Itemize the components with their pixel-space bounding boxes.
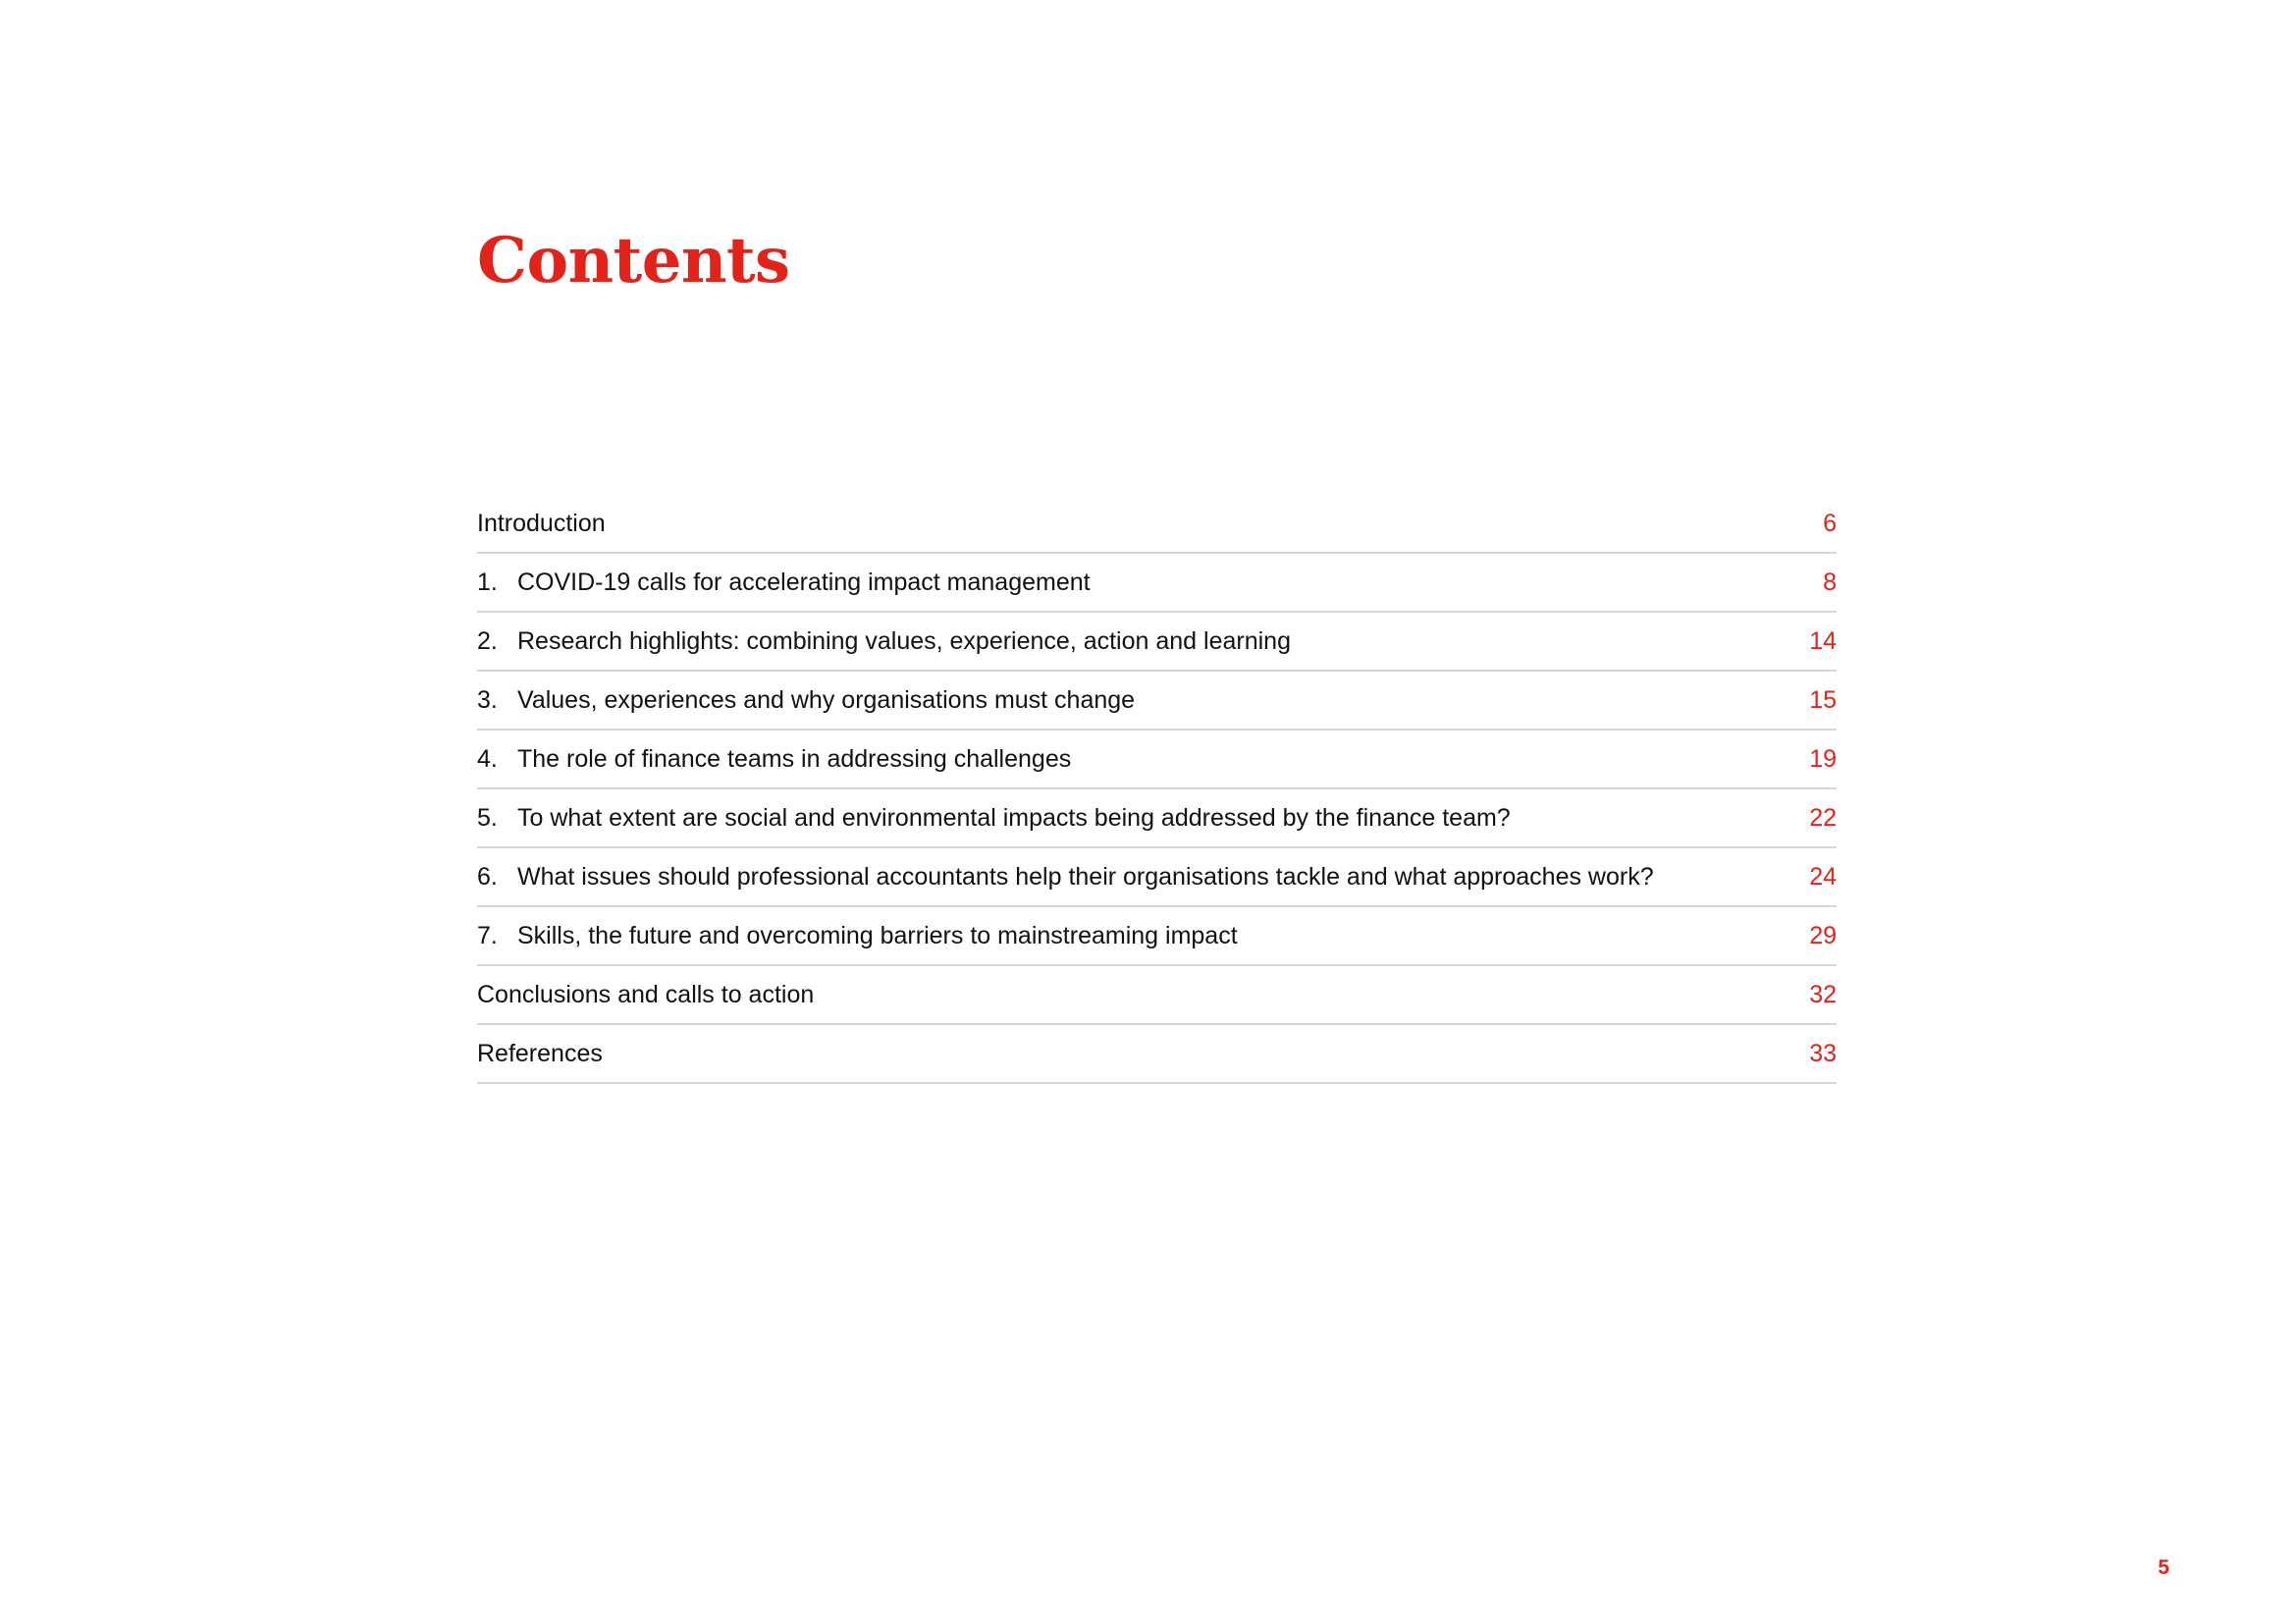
- table-of-contents: [477, 496, 1837, 1085]
- toc-item-label: The role of finance teams in addressing challenges: [517, 745, 1072, 773]
- toc-item-label: COVID-19 calls for accelerating impact management: [517, 568, 1091, 596]
- toc-item-label: Values, experiences and why organisations must change: [517, 686, 1136, 714]
- toc-item-section-4[interactable]: [477, 731, 1837, 789]
- page-title: Contents: [477, 224, 790, 298]
- toc-item-label: Research highlights: combining values, experience, action and learning: [517, 627, 1291, 655]
- toc-item-page: 29: [1809, 922, 1837, 949]
- toc-item-page: 15: [1809, 686, 1837, 714]
- toc-item-section-6[interactable]: [477, 849, 1837, 907]
- toc-item-introduction[interactable]: [477, 496, 1837, 554]
- toc-item-number: 3.: [477, 686, 498, 714]
- toc-item-number: 2.: [477, 627, 498, 655]
- toc-item-number: 6.: [477, 863, 498, 891]
- toc-item-section-1[interactable]: [477, 555, 1837, 613]
- toc-item-page: 22: [1809, 804, 1837, 832]
- toc-item-page: 14: [1809, 627, 1837, 655]
- toc-item-label: Introduction: [477, 510, 606, 537]
- toc-item-section-5[interactable]: [477, 790, 1837, 848]
- toc-item-number: 7.: [477, 922, 498, 949]
- toc-item-section-7[interactable]: [477, 908, 1837, 966]
- toc-item-label: Skills, the future and overcoming barriers to mainstreaming impact: [517, 922, 1238, 949]
- toc-item-label: Conclusions and calls to action: [477, 981, 815, 1008]
- toc-item-page: 6: [1823, 510, 1837, 537]
- toc-item-section-3[interactable]: [477, 673, 1837, 731]
- toc-item-number: 1.: [477, 568, 498, 596]
- toc-item-conclusions[interactable]: [477, 967, 1837, 1025]
- toc-item-page: 24: [1809, 863, 1837, 891]
- toc-item-references[interactable]: [477, 1026, 1837, 1084]
- toc-item-label: What issues should professional accountants help their organisations tackle and what approaches work?: [517, 863, 1654, 891]
- toc-item-label: To what extent are social and environmental impacts being addressed by the finance team?: [517, 804, 1511, 832]
- toc-item-page: 19: [1809, 745, 1837, 773]
- toc-item-number: 4.: [477, 745, 498, 773]
- toc-item-page: 33: [1809, 1040, 1837, 1067]
- toc-item-number: 5.: [477, 804, 498, 832]
- toc-item-page: 32: [1809, 981, 1837, 1008]
- toc-item-section-2[interactable]: [477, 614, 1837, 672]
- toc-item-label: References: [477, 1040, 603, 1067]
- page-number: 5: [2158, 1556, 2169, 1579]
- toc-item-page: 8: [1823, 568, 1837, 596]
